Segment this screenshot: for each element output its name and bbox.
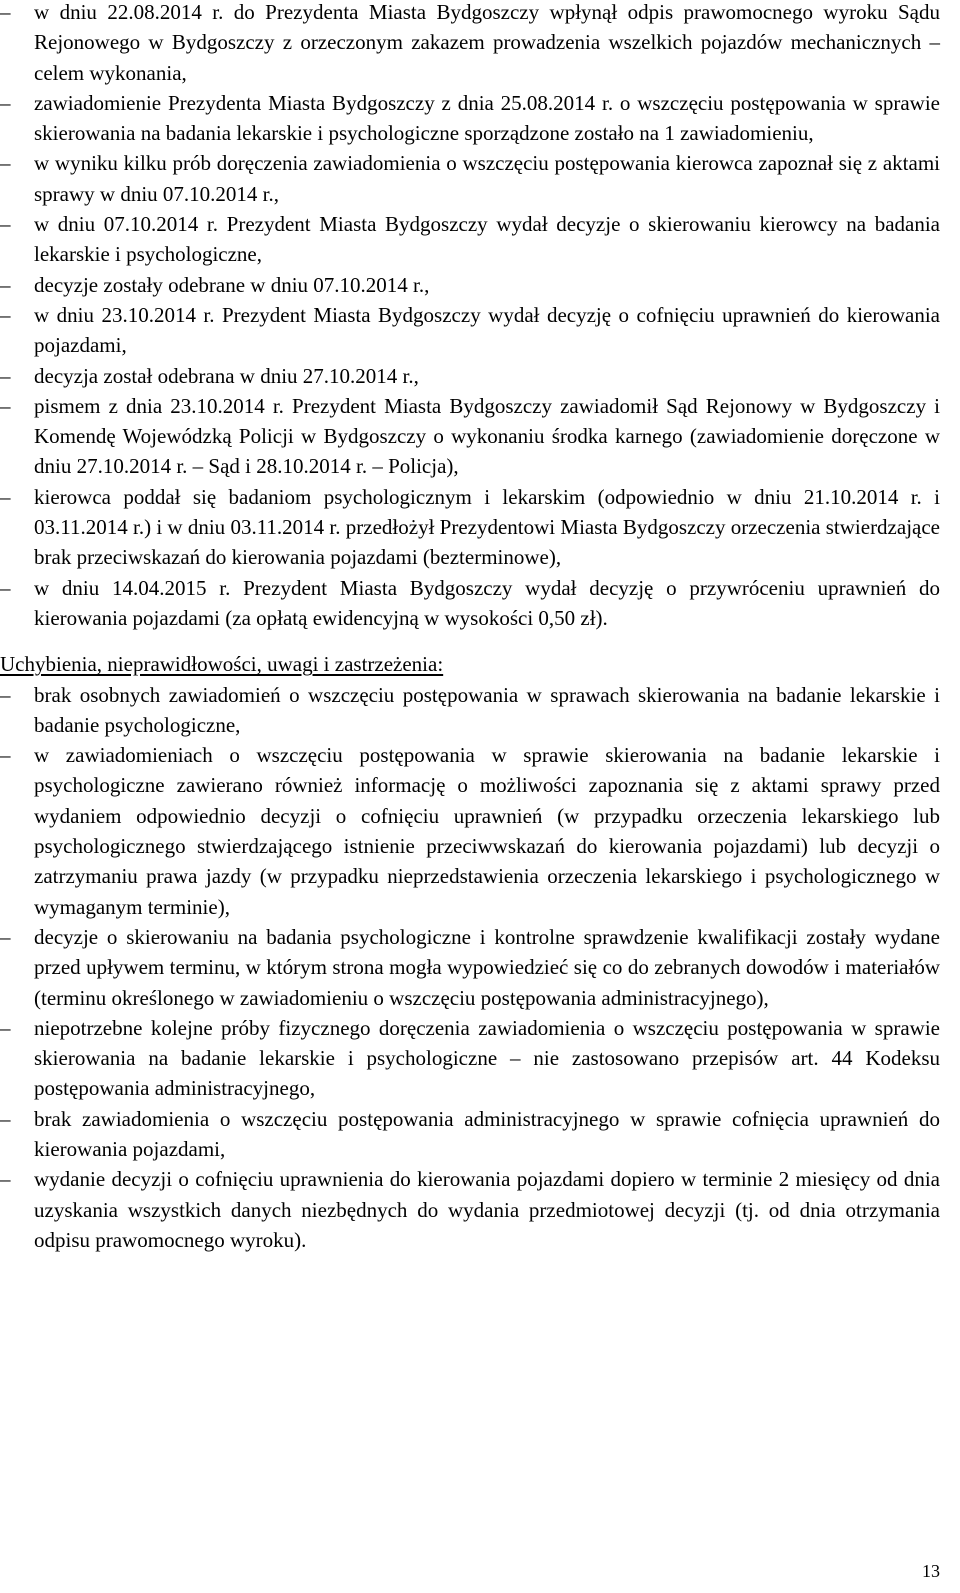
- list-item: [0, 922, 940, 1013]
- list-item-text: wydanie decyzji o cofnięciu uprawnienia do kierowania pojazdami dopiero w terminie 2 miesięcy od dnia uzyskania wszystkich danych niezbędnych do wydania przedmiotowej decyzji (tj. od dnia otrzymania odpisu prawomocnego wyroku).: [34, 1167, 940, 1252]
- list-item: [0, 1104, 940, 1165]
- list-item-text: w dniu 23.10.2014 r. Prezydent Miasta Bydgoszczy wydał decyzję o cofnięciu uprawnień do kierowania pojazdami,: [34, 302, 940, 358]
- list-item-text: decyzje o skierowaniu na badania psychologiczne i kontrolne sprawdzenie kwalifikacji zostały wydane przed upływem terminu, w którym strona mogła wypowiedzieć się co do zebranych dowodów i materiałów (terminu określonego w zawiadomieniu o wszczęciu postępowania administracyjnego),: [34, 924, 940, 1010]
- dash-bullet: –: [0, 484, 11, 509]
- dash-bullet: –: [0, 363, 11, 388]
- dash-bullet: –: [0, 272, 11, 297]
- dash-bullet: –: [0, 302, 11, 327]
- section-heading: Uchybienia, nieprawidłowości, uwagi i zastrzeżenia:: [0, 652, 444, 677]
- dash-bullet: –: [0, 1015, 11, 1040]
- dash-bullet: –: [0, 0, 11, 24]
- list-item: [0, 0, 940, 88]
- dash-bullet: –: [0, 575, 11, 600]
- dash-bullet: –: [0, 212, 11, 237]
- list-item: [0, 300, 940, 361]
- list-item: [0, 209, 940, 270]
- dash-bullet: –: [0, 924, 11, 949]
- list-item: [0, 1164, 940, 1255]
- list-item: [0, 270, 940, 300]
- list-item-text: decyzje zostały odebrane w dniu 07.10.2014 r.,: [34, 272, 430, 297]
- list-item: [0, 148, 940, 209]
- list-item: [0, 391, 940, 482]
- list-item-text: w dniu 14.04.2015 r. Prezydent Miasta Bydgoszczy wydał decyzję o przywróceniu uprawnień do kierowania pojazdami (za opłatą ewidencyjną w wysokości 0,50 zł).: [34, 575, 940, 630]
- list-item-text: zawiadomienie Prezydenta Miasta Bydgoszczy z dnia 25.08.2014 r. o wszczęciu postępowania w sprawie skierowania na badania lekarskie i psychologiczne sporządzone zostało na 1 zawiadomieniu,: [34, 90, 940, 146]
- list-item: [0, 88, 940, 149]
- findings-list: [0, 0, 940, 633]
- dash-bullet: –: [0, 151, 11, 176]
- dash-bullet: –: [0, 1106, 11, 1131]
- list-item-text: w dniu 07.10.2014 r. Prezydent Miasta Bydgoszczy wydał decyzje o skierowaniu kierowcy na badania lekarskie i psychologiczne,: [34, 212, 940, 267]
- dash-bullet: –: [0, 682, 11, 707]
- dash-bullet: –: [0, 1167, 11, 1192]
- dash-bullet: –: [0, 393, 11, 418]
- list-item-text: kierowca poddał się badaniom psychologicznym i lekarskim (odpowiednio w dniu 21.10.2014 r. i 03.11.2014 r.) i w dniu 03.11.2014 r. przedłożył Prezydentowi Miasta Bydgoszczy orzeczenia stwierdzające brak przeciwskazań do kierowania pojazdami (bezterminowe),: [34, 484, 940, 570]
- list-item-text: brak osobnych zawiadomień o wszczęciu postępowania w sprawach skierowania na badanie lekarskie i badanie psychologiczne,: [34, 682, 940, 737]
- list-item: [0, 1013, 940, 1104]
- list-item-text: w wyniku kilku prób doręczenia zawiadomienia o wszczęciu postępowania kierowca zapoznał się z aktami sprawy w dniu 07.10.2014 r.,: [34, 151, 940, 206]
- dash-bullet: –: [0, 743, 11, 768]
- dash-bullet: –: [0, 90, 11, 115]
- list-item: [0, 361, 940, 391]
- list-item: [0, 680, 940, 741]
- list-item-text: w dniu 22.08.2014 r. do Prezydenta Miasta Bydgoszczy wpłynął odpis prawomocnego wyroku Sądu Rejonowego w Bydgoszczy z orzeczonym zakazem prowadzenia wszelkich pojazdów mechanicznych – celem wykonania,: [34, 0, 940, 85]
- list-item-text: pismem z dnia 23.10.2014 r. Prezydent Miasta Bydgoszczy zawiadomił Sąd Rejonowy w Bydgoszczy i Komendę Wojewódzką Policji w Bydgoszczy o wykonaniu środka karnego (zawiadomienie doręczone w dniu 27.10.2014 r. – Sąd i 28.10.2014 r. – Policja),: [34, 393, 940, 479]
- list-item-text: w zawiadomieniach o wszczęciu postępowania w sprawie skierowania na badanie lekarskie i psychologiczne zawierano również informację o możliwości zapoznania się z aktami sprawy przed wydaniem odpowiednio decyzji o cofnięciu uprawnień (w przypadku orzeczenia lekarskiego lub psychologicznego stwierdzającego istnienie przeciwwskazań do kierowania pojazdami) lub decyzji o zatrzymaniu prawa jazdy (w przypadku nieprzedstawienia orzeczenia lekarskiego i psychologicznego w wymaganym terminie),: [34, 743, 940, 919]
- list-item: [0, 482, 940, 573]
- irregularities-list: [0, 680, 940, 1256]
- list-item-text: decyzja został odebrana w dniu 27.10.2014 r.,: [34, 363, 419, 388]
- list-item: [0, 740, 940, 922]
- page-number: 13: [922, 1561, 940, 1581]
- list-item-text: niepotrzebne kolejne próby fizycznego doręczenia zawiadomienia o wszczęciu postępowania w sprawie skierowania na badanie lekarskie i psychologiczne – nie zastosowano przepisów art. 44 Kodeksu postępowania administracyjnego,: [34, 1015, 940, 1101]
- list-item: [0, 573, 940, 634]
- list-item-text: brak zawiadomienia o wszczęciu postępowania administracyjnego w sprawie cofnięcia uprawnień do kierowania pojazdami,: [34, 1106, 940, 1161]
